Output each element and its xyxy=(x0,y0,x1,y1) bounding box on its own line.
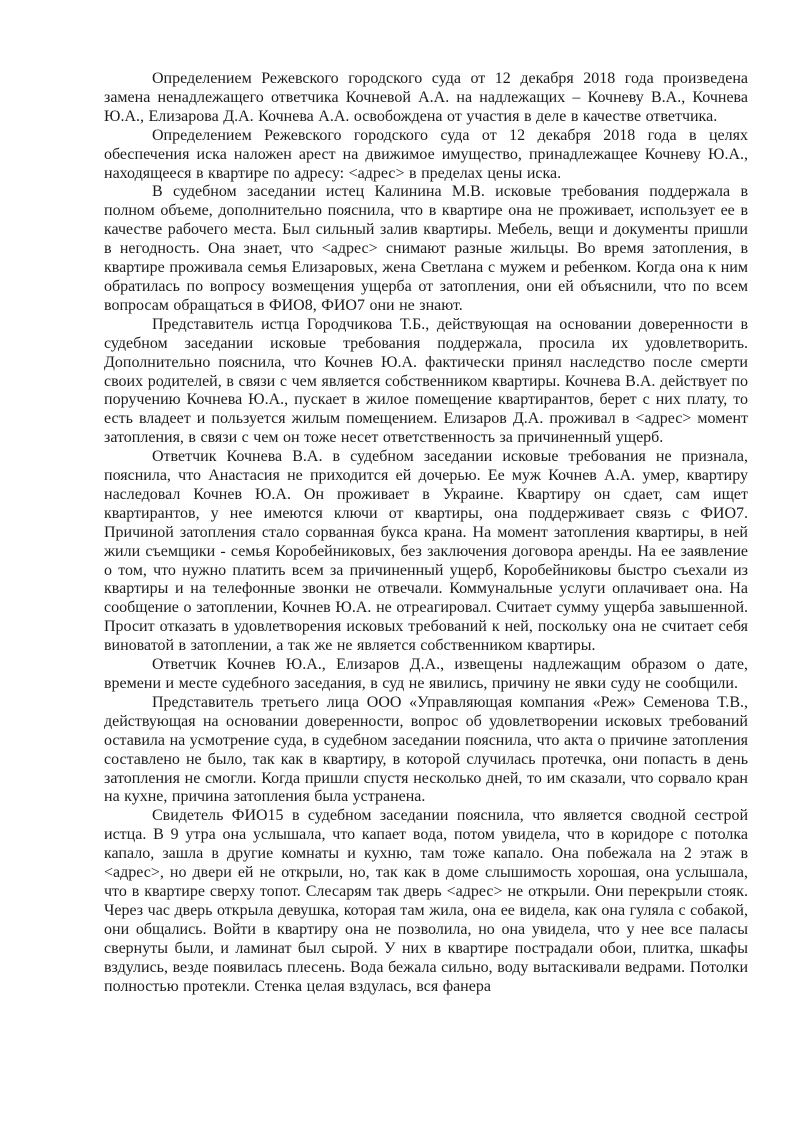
paragraph-plaintiff-statement: В судебном заседании истец Калинина М.В. исковые требования поддержала в полном объеме, дополнительно пояснила, что в квартире она не проживает, использует ее в качестве рабочего места. Был сильный залив квартиры. Мебель, вещи и документы пришли в негодность. Она знает, что <адрес> снимают разные жильцы. Во время затопления, в квартире проживала семья Елизаровых, жена Светлана с мужем и ребенком. Когда она к ним обратилась по вопросу возмещения ущерба от затопления, они ей объяснили, что по всем вопросам обращаться в ФИО8, ФИО7 они не знают. xyxy=(104,183,748,314)
paragraph-absent-defendants: Ответчик Кочнев Ю.А., Елизаров Д.А., извещены надлежащим образом о дате, времени и месте судебного заседания, в суд не явились, причину не явки суду не сообщили. xyxy=(104,656,748,692)
paragraph-replacement-of-defendant: Определением Режевского городского суда от 12 декабря 2018 года произведена замена ненадлежащего ответчика Кочневой А.А. на надлежащих – Кочневу В.А., Кочнева Ю.А., Елизарова Д.А. Кочнева А.А. освобождена от участия в деле в качестве ответчика. xyxy=(104,70,748,125)
paragraph-witness-testimony: Свидетель ФИО15 в судебном заседании пояснила, что является сводной сестрой истца. В 9 утра она услышала, что капает вода, потом увидела, что в коридоре с потолка капало, зашла в другие комнаты и кухню, там тоже капало. Она побежала на 2 этаж в <адрес>, но двери ей не открыли, но, так как в доме слышимость хорошая, она услышала, что в квартире сверху топот. Слесарям так дверь <адрес> не открыли. Они перекрыли стояк. Через час дверь открыла девушка, которая там жила, она ее видела, как она гуляла с собакой, они общались. Войти в квартиру она не позволила, но она увидела, что у нее все паласы свернуты были, и ламинат был сырой. У них в квартире пострадали обои, плитка, шкафы вздулись, везде появилась плесень. Вода бежала сильно, воду вытаскивали ведрами. Потолки полностью протекли. Стенка целая вздулась, вся фанера xyxy=(104,807,748,995)
paragraph-third-party-representative: Представитель третьего лица ООО «Управляющая компания «Реж» Семенова Т.В., действующая на основании доверенности, вопрос об удовлетворении исковых требований оставила на усмотрение суда, в судебном заседании пояснила, что акта о причине затопления составлено не было, так как в квартиру, в которой случилась протечка, они попасть в день затопления не смогли. Когда пришли спустя несколько дней, то им сказали, что сорвало кран на кухне, причина затопления была устранена. xyxy=(104,693,748,806)
paragraph-plaintiff-representative: Представитель истца Городчикова Т.Б., действующая на основании доверенности в судебном заседании исковые требования поддержала, просила их удовлетворить. Дополнительно пояснила, что Кочнев Ю.А. фактически принял наследство после смерти своих родителей, в связи с чем является собственником квартиры. Кочнева В.А. действует по поручению Кочнева Ю.А., пускает в жилое помещение квартирантов, берет с них плату, то есть владеет и пользуется жилым помещением. Елизаров Д.А. проживал в <адрес> момент затопления, в связи с чем он тоже несет ответственность за причиненный ущерб. xyxy=(104,315,748,447)
paragraph-property-arrest: Определением Режевского городского суда от 12 декабря 2018 года в целях обеспечения иска наложен арест на движимое имущество, принадлежащее Кочневу Ю.А., находящееся в квартире по адресу: <адрес> в пределах цены иска. xyxy=(104,126,748,182)
paragraph-defendant-kochneva: Ответчик Кочнева В.А. в судебном заседании исковые требования не признала, пояснила, что Анастасия не приходится ей дочерью. Ее муж Кочнев А.А. умер, квартиру наследовал Кочнев Ю.А. Он проживает в Украине. Квартиру он сдает, сам ищет квартирантов, у нее имеются ключи от квартиры, она поддерживает связь с ФИО7. Причиной затопления стало сорванная букса крана. На момент затопления квартиры, в ней жили съемщики - семья Коробейниковых, без заключения договора аренды. На ее заявление о том, что нужно платить всем за причиненный ущерб, Коробейниковы быстро съехали из квартиры и на телефонные звонки не отвечали. Коммунальные услуги оплачивает она. На сообщение о затоплении, Кочнев Ю.А. не отреагировал. Считает сумму ущерба завышенной. Просит отказать в удовлетворения исковых требований к ней, поскольку она не считает себя виноватой в затоплении, а так же не является собственником квартиры. xyxy=(104,448,748,655)
document-text-block xyxy=(104,70,748,996)
